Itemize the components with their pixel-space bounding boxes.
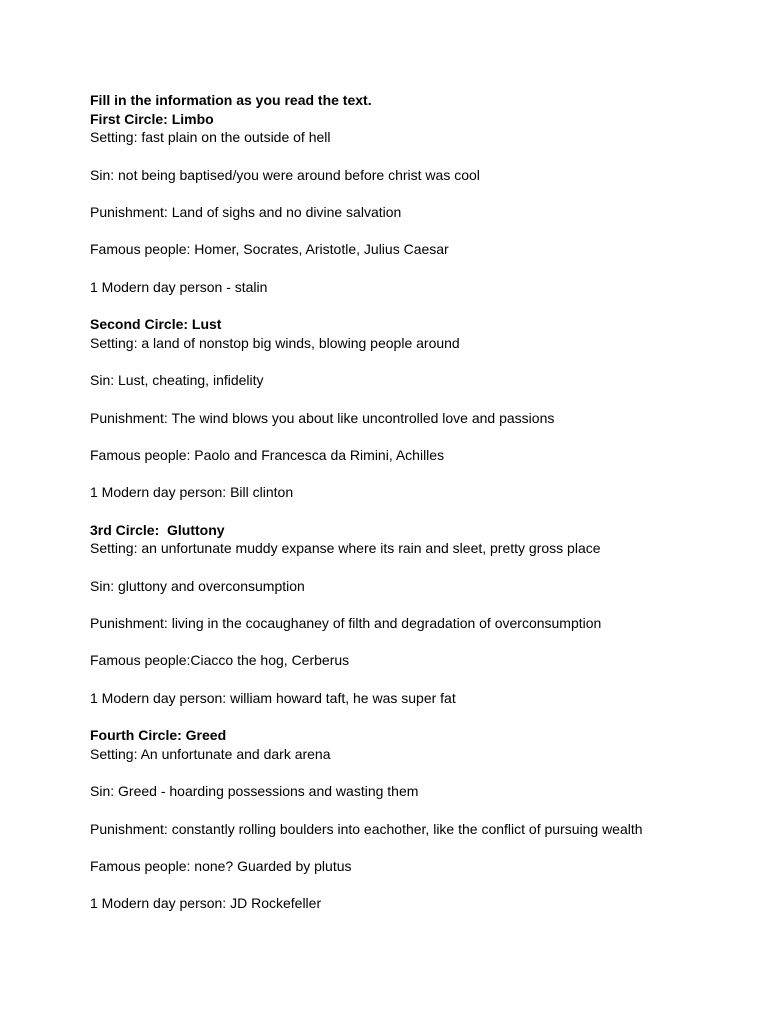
modern-person-text: 1 Modern day person: JD Rockefeller xyxy=(90,895,322,912)
famous-people-text: Famous people: none? Guarded by plutus xyxy=(90,858,352,874)
blank-line xyxy=(90,222,750,241)
circle-heading: 3rd Circle: Gluttony xyxy=(90,521,225,538)
blank-line xyxy=(90,147,750,166)
blank-line xyxy=(90,427,750,446)
blank-line xyxy=(90,352,750,371)
blank-line xyxy=(90,259,750,278)
blank-line xyxy=(90,801,750,820)
circle-heading: Second Circle: Lust xyxy=(90,316,222,333)
instruction-text: Fill in the information as you read the text. xyxy=(90,92,372,108)
modern-person-text: 1 Modern day person - stalin xyxy=(90,278,268,295)
famous-people-text: Famous people:Ciacco the hog, Cerberus xyxy=(90,652,350,669)
punishment-text: Punishment: The wind blows you about like uncontrolled love and passions xyxy=(90,409,555,426)
blank-line xyxy=(90,296,750,315)
circle-heading: Fourth Circle: Greed xyxy=(90,727,227,744)
blank-line xyxy=(90,390,750,409)
sin-text: Sin: Greed - hoarding possessions and wasting them xyxy=(90,783,419,800)
famous-people-text: Famous people: Paolo and Francesca da Rimini, Achilles xyxy=(90,446,445,463)
punishment-text: Punishment: Land of sighs and no divine salvation xyxy=(90,203,402,220)
circle-heading: First Circle: Limbo xyxy=(90,110,214,127)
document-page xyxy=(90,91,750,913)
sin-text: Sin: Lust, cheating, infidelity xyxy=(90,372,264,389)
blank-line xyxy=(90,595,750,614)
blank-line xyxy=(90,763,750,782)
blank-line xyxy=(90,465,750,484)
blank-line xyxy=(90,558,750,577)
setting-text: Setting: a land of nonstop big winds, blowing people around xyxy=(90,334,460,351)
modern-person-text: 1 Modern day person: Bill clinton xyxy=(90,484,294,501)
blank-line xyxy=(90,838,750,857)
blank-line xyxy=(90,502,750,521)
punishment-text: Punishment: living in the cocaughaney of filth and degradation of overconsumption xyxy=(90,615,602,632)
blank-line xyxy=(90,876,750,895)
sin-text: Sin: not being baptised/you were around before christ was cool xyxy=(90,166,480,183)
modern-person-text: 1 Modern day person: william howard taft, he was super fat xyxy=(90,689,456,706)
blank-line xyxy=(90,707,750,726)
sin-text: Sin: gluttony and overconsumption xyxy=(90,577,305,594)
blank-line xyxy=(90,184,750,203)
setting-text: Setting: an unfortunate muddy expanse where its rain and sleet, pretty gross place xyxy=(90,540,601,557)
punishment-text: Punishment: constantly rolling boulders into eachother, like the conflict of pursuing wealth xyxy=(90,820,643,837)
blank-line xyxy=(90,670,750,689)
setting-text: Setting: fast plain on the outside of hell xyxy=(90,129,331,146)
blank-line xyxy=(90,633,750,652)
setting-text: Setting: An unfortunate and dark arena xyxy=(90,745,331,762)
famous-people-text: Famous people: Homer, Socrates, Aristotle, Julius Caesar xyxy=(90,241,449,258)
